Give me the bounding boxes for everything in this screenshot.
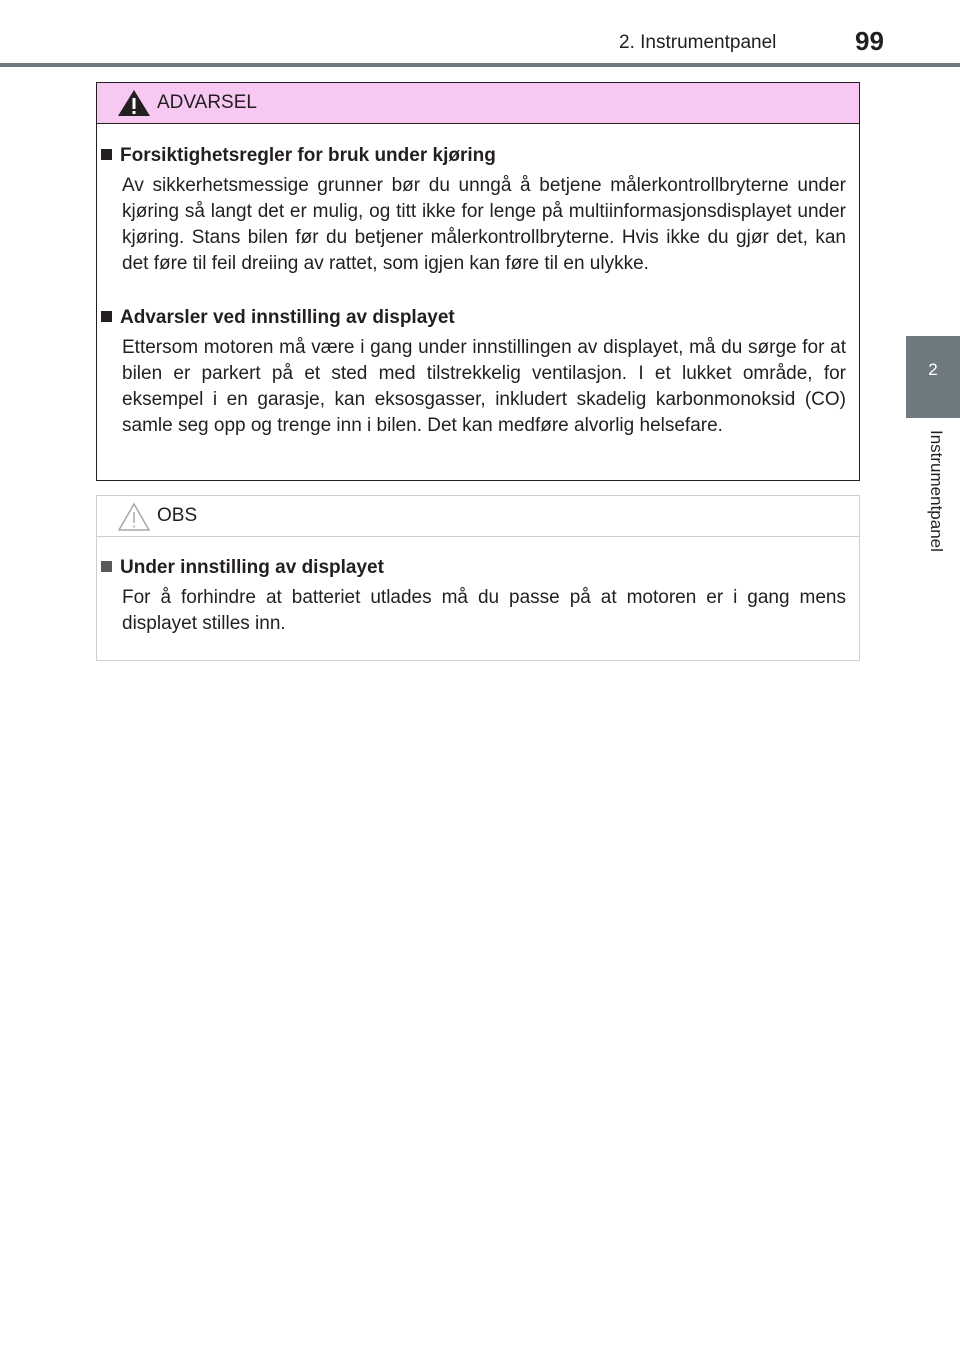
bullet-square xyxy=(101,149,112,160)
warning-section-title-2-text: Advarsler ved innstilling av displayet xyxy=(120,307,455,328)
header-section-title: 2. Instrumentpanel xyxy=(619,32,777,53)
bullet-square xyxy=(101,311,112,322)
warning-section-text-2: Ettersom motoren må være i gang under innstillingen av displayet, må du sørge for at bilen er parkert på et sted med tilstrekkelig ventilasjon. I et lukket område, for eksempel i en garasje, kan eksosgasser, inkludert skadelig karbonmonoksid (CO) samle seg opp og trenge inn i bilen. Det kan medføre alvorlig helsefare. xyxy=(122,337,846,436)
notice-section-title-1-text: Under innstilling av displayet xyxy=(120,557,384,578)
header-divider xyxy=(0,63,960,67)
page-number: 99 xyxy=(855,26,884,56)
notice-section-title-1 xyxy=(101,557,384,579)
warning-section-text-1: Av sikkerhetsmessige grunner bør du unngå å betjene målerkontrollbryterne under kjøring så langt det er mulig, og titt ikke for lenge på multiinformasjonsdisplayet under kjøring. Stans bilen før du betjener målerkontrollbryterne. Hvis ikke du gjør det, kan det føre til feil dreiing av rattet, som igjen kan føre til en ulykke. xyxy=(122,175,846,274)
chapter-side-label: Instrumentpanel xyxy=(927,430,946,552)
chapter-tab xyxy=(906,336,960,418)
warning-header xyxy=(97,83,859,124)
warning-section-title-2 xyxy=(101,307,455,329)
warning-label: ADVARSEL xyxy=(157,92,257,113)
warning-box xyxy=(96,82,860,481)
chapter-number: 2 xyxy=(928,360,938,379)
warning-section-title-1-text: Forsiktighetsregler for bruk under kjøring xyxy=(120,145,496,166)
warning-triangle-icon xyxy=(117,89,151,122)
bullet-square xyxy=(101,561,112,572)
notice-box xyxy=(96,495,860,661)
notice-header xyxy=(97,496,859,537)
notice-label: OBS xyxy=(157,505,198,526)
notice-section-text-1: For å forhindre at batteriet utlades må du passe på at motoren er i gang mens displayet stilles inn. xyxy=(122,587,846,634)
warning-section-title-1 xyxy=(101,145,496,167)
caution-triangle-outline-icon xyxy=(117,502,151,537)
